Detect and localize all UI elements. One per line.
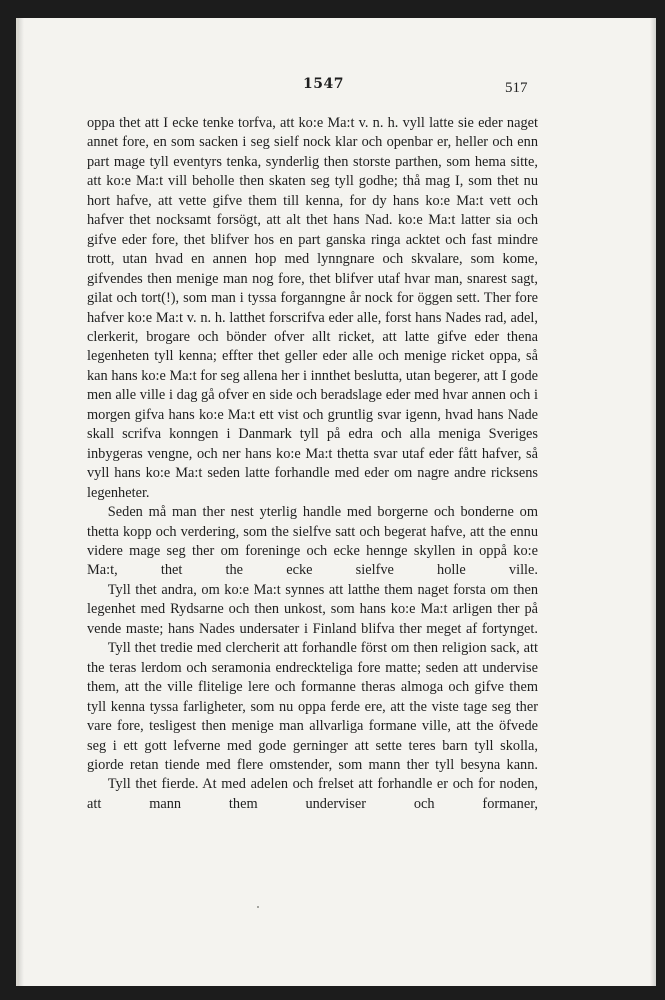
page-gutter-shadow bbox=[19, 18, 24, 986]
paper-speck bbox=[257, 906, 259, 908]
running-header bbox=[19, 76, 659, 106]
paragraph-3: Tyll thet andra, om ko:e Ma:t synnes att latthe them naget forsta om then legenhet med Rydsarne och then unkost, som hans ko:e Ma:t arligen ther på vende maste; hans Nades undersater i Finland blifva ther meget af fortynget. bbox=[87, 581, 538, 637]
paragraph-2: Seden må man ther nest yterlig handle med borgerne och bonderne om thetta kopp och verdering, som the sielfve satt och begerat hafve, att the ennu videre mage seg ther om foreninge och ecke hennge skyllen in oppå ko:e Ma:t, thet the ecke sielfve holle ville. bbox=[87, 504, 538, 579]
book-page bbox=[16, 18, 656, 986]
paragraph-5: Tyll thet fierde. At med adelen och frelset att forhandle er och for noden, att mann them underviser och formaner, bbox=[87, 776, 538, 812]
body-text bbox=[87, 114, 538, 814]
paragraph-1: oppa thet att I ecke tenke torfva, att ko:e Ma:t v. n. h. vyll latte sie eder naget annet fore, en som sacken i seg sielf nock klar och openbar er, heller och enn part mage tyll eventyrs tenka, synderlig then storste parthen, som hema sitte, att ko:e Ma:t vill beholle then skaten seg tyll godhe; thå mag I, som thet nu hort hafve, att vette gifve them till kenna, for dy hans ko:e Ma:t vett och hafver thet nocksamt forsögt, att alt thet hans Nad. ko:e Ma:t latter sia och gifve eder fore, thet blifver hos en part ganska ringa acktet och fast mindre trott, utan hvad en annen hop med lynngnare och skvalare, som kome, gifvendes then menige man nog fore, thet blifver utaf hvar man, snarest sagt, gilat och tort(!), som man i tyssa forganngne år nock for öggen sett. Ther fore hafver ko:e Ma:t v. n. h. latthet forscrifva eder alle, forst hans Nades rad, adel, clerkerit, brogare och bönder ofver allt ricket, att latte gifve eder thena legenheten tyll kenna; effter thet geller eder alle och menige ricket oppa, så kan hans ko:e Ma:t for seg allena her i innthet beslutta, utan begerer, att I gode men alle ville i dag gå ofver en side och beradslage eder med hvar annen och i morgen gifva hans ko:e Ma:t ett vist och gruntlig svar igenn, hvad hans Nade skall scrifva konngen i Danmark tyll på edra och alla meniga Sveriges inbygeras vengne, och ner hans ko:e Ma:t thetta svar utaf eder fått hafver, så vyll hans ko:e Ma:t seden latte forhandle med eder om nagre andre ricksens legenheter. bbox=[87, 115, 538, 501]
page-edge-shadow bbox=[650, 18, 656, 986]
paragraph-4: Tyll thet tredie med clercherit att forhandle först om then religion sack, att the teras lerdom och seramonia endreckteliga fore matte; seden att undervise them, att the ville flitelige lere och formanne theras almoga och gifve them tyll kenna tyssa farligheter, som nu oppa ferde ere, att the viste tage seg ther vare fore, tesligest then menige man allvarliga formane ville, att the öfvede seg i ett gott lefverne med gode gerninger att sette teres barn tyll skolla, giorde retan tiende med flere omstender, som mann ther tyll besyna kann. bbox=[87, 640, 538, 773]
header-year: 1547 bbox=[303, 76, 344, 92]
page-number: 517 bbox=[505, 80, 528, 96]
